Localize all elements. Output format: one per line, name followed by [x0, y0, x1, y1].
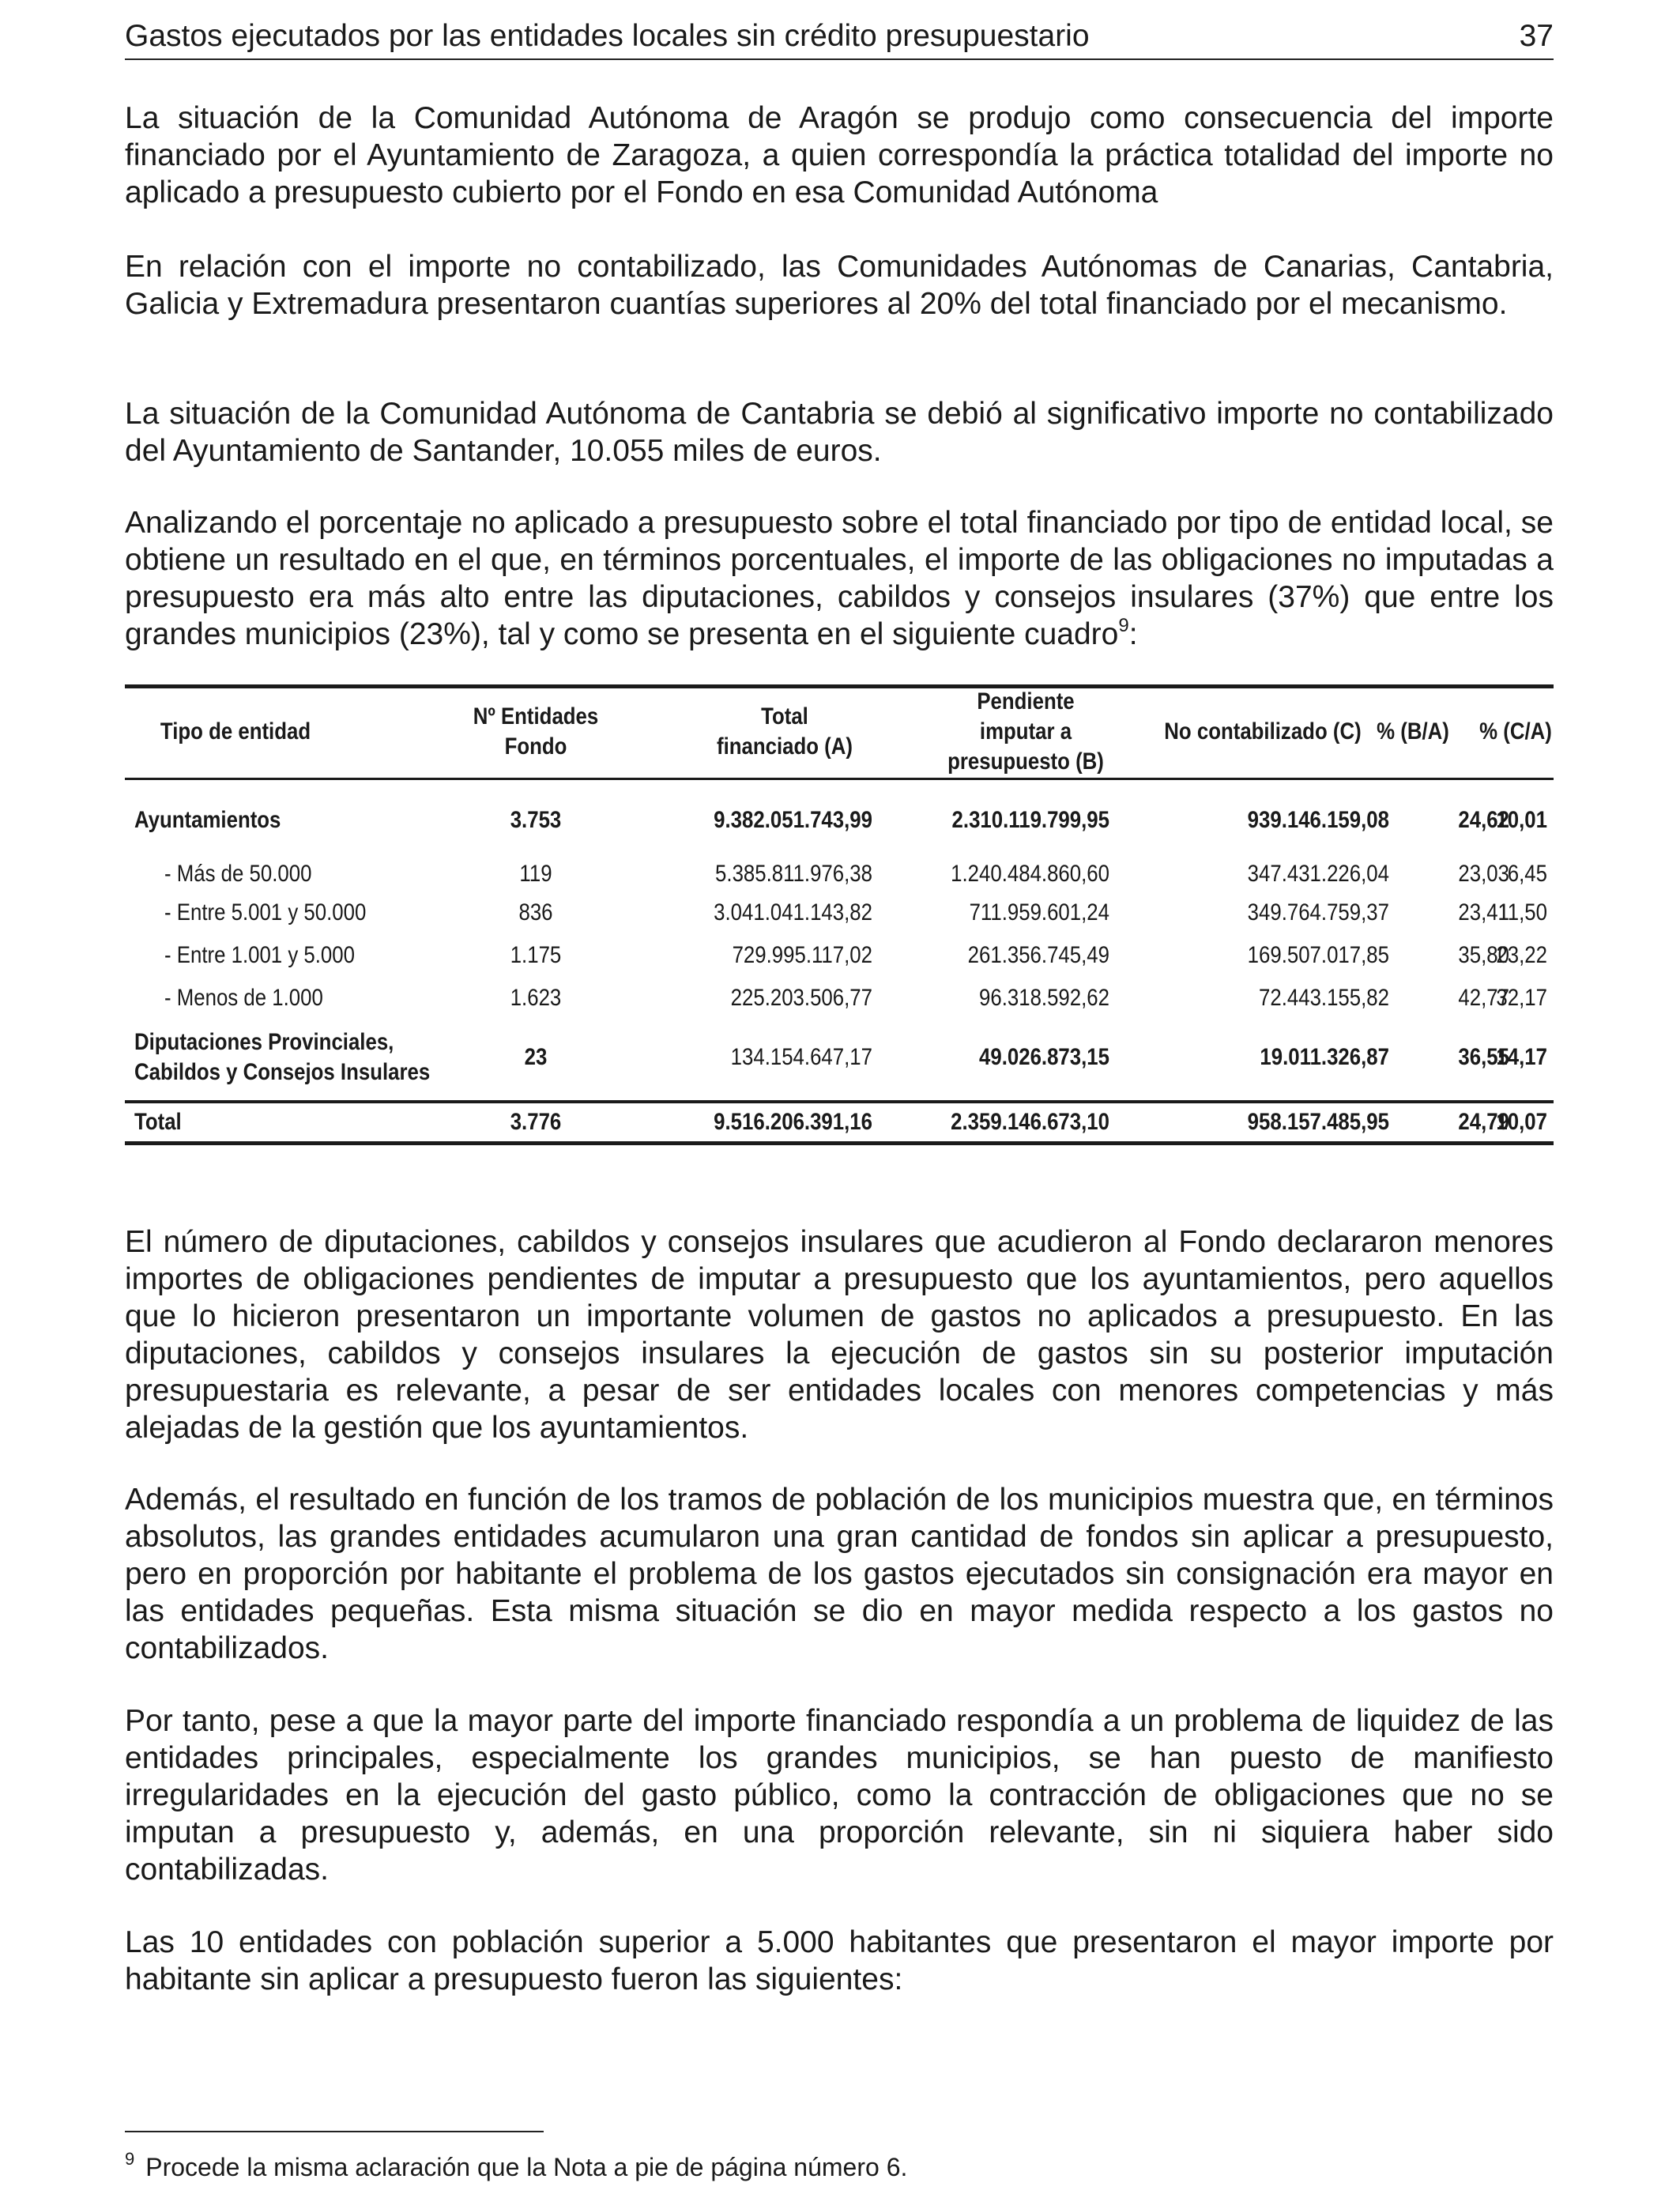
col-header-entidades-l1: Nº Entidades: [473, 703, 599, 729]
col-header-no-contabilizado: No contabilizado (C): [1164, 718, 1362, 745]
row-total: 9.382.051.743,99: [714, 807, 872, 833]
col-header-entidades-l2: Fondo: [504, 733, 567, 760]
row-entidades: 1.175: [510, 942, 562, 968]
row-total: 729.995.117,02: [732, 942, 872, 968]
row-no-contabilizado: 939.146.159,08: [1247, 807, 1389, 833]
row-label: - Entre 1.001 y 5.000: [164, 942, 355, 968]
row-total: 225.203.506,77: [730, 985, 872, 1011]
paragraph-2: En relación con el importe no contabilizado, las Comunidades Autónomas de Canarias, Cantabria, Galicia y Extremadura presentaron cuantías superiores al 20% del total financiado por el mecanismo.: [125, 250, 1554, 321]
row-total: 134.154.647,17: [730, 1044, 872, 1070]
row-pct-ba: 24,79: [1458, 1109, 1509, 1135]
row-total: 3.041.041.143,82: [714, 899, 872, 925]
paragraph-8: Las 10 entidades con población superior a 5.000 habitantes que presentaron el mayor importe por habitante sin aplicar a presupuesto fueron las siguientes:: [125, 1925, 1554, 1996]
col-header-pendiente-l2: imputar a: [979, 718, 1072, 745]
col-header-total-l2: financiado (A): [717, 733, 853, 760]
row-pendiente: 711.959.601,24: [969, 899, 1109, 925]
row-entidades: 119: [519, 861, 552, 887]
paragraph-4: [125, 504, 1554, 653]
table-bottom-rule: [125, 1141, 1554, 1145]
col-header-total-l1: Total: [761, 703, 808, 729]
row-entidades: 836: [518, 899, 553, 925]
row-pct-ca: 23,22: [1496, 942, 1547, 968]
col-header-pct-ca: % (C/A): [1479, 718, 1552, 745]
col-header-pendiente-l1: Pendiente: [977, 688, 1075, 714]
paragraph-1: La situación de la Comunidad Autónoma de Aragón se produjo como consecuencia del importe financiado por el Ayuntamiento de Zaragoza, a quien correspondía la práctica totalidad del importe no aplicado a presupuesto cubierto por el Fondo en esa Comunidad Autónoma: [125, 101, 1554, 209]
table-top-rule: [125, 684, 1554, 688]
row-entidades: 3.753: [510, 807, 562, 833]
row-pendiente: 1.240.484.860,60: [951, 861, 1109, 887]
row-pendiente: 49.026.873,15: [979, 1044, 1109, 1070]
page-number: 37: [1519, 19, 1554, 53]
row-entidades: 23: [524, 1044, 548, 1070]
row-label-line2: Cabildos y Consejos Insulares: [134, 1059, 431, 1085]
header-title: Gastos ejecutados por las entidades locales sin crédito presupuestario: [125, 19, 1090, 53]
row-pendiente: 2.359.146.673,10: [951, 1109, 1109, 1135]
paragraph-5: El número de diputaciones, cabildos y consejos insulares que acudieron al Fondo declararon menores importes de obligaciones pendientes de imputar a presupuesto que los ayuntamientos, pero aquellos que lo hicieron presentaron un importante volumen de gastos no aplicados a presupuesto. En las diputaciones, cabildos y consejos insulares la ejecución de gastos sin su posterior imputación presupuestaria es relevante, a pesar de ser entidades locales con menores competencias y más alejadas de la gestión que los ayuntamientos.: [125, 1225, 1554, 1445]
row-total: 5.385.811.976,38: [715, 861, 872, 887]
col-header-pendiente-l3: presupuesto (B): [947, 748, 1104, 775]
row-pendiente: 2.310.119.799,95: [951, 807, 1109, 833]
row-pct-ba: 36,55: [1458, 1044, 1509, 1070]
row-label: - Entre 5.001 y 50.000: [164, 899, 367, 925]
row-label: - Menos de 1.000: [164, 985, 323, 1011]
footnote-text: Procede la misma aclaración que la Nota a pie de página número 6.: [145, 2153, 908, 2181]
col-header-pct-ba: % (B/A): [1377, 718, 1449, 745]
footnote-reference: 9: [1118, 615, 1129, 636]
row-pendiente: 261.356.745,49: [967, 942, 1109, 968]
row-total: 9.516.206.391,16: [714, 1109, 872, 1135]
row-pct-ca: 10,07: [1496, 1109, 1547, 1135]
footnote: [125, 2143, 907, 2183]
table-header-rule: [125, 778, 1554, 780]
table-total-rule: [125, 1100, 1554, 1103]
row-entidades: 3.776: [510, 1109, 562, 1135]
row-no-contabilizado: 19.011.326,87: [1260, 1044, 1389, 1070]
row-pendiente: 96.318.592,62: [979, 985, 1109, 1011]
row-pct-ca: 11,50: [1497, 899, 1547, 925]
row-no-contabilizado: 349.764.759,37: [1247, 899, 1389, 925]
row-label: Ayuntamientos: [134, 807, 281, 833]
row-pct-ba: 42,77: [1458, 985, 1509, 1011]
row-pct-ba: 24,62: [1458, 807, 1509, 833]
row-label: Total: [134, 1109, 182, 1135]
row-no-contabilizado: 72.443.155,82: [1259, 985, 1389, 1011]
paragraph-6: Además, el resultado en función de los tramos de población de los municipios muestra que, en términos absolutos, las grandes entidades acumularon una gran cantidad de fondos sin aplicar a presupuesto, pero en proporción por habitante el problema de los gastos ejecutados sin consignación era mayor en las entidades pequeñas. Esta misma situación se dio en mayor medida respecto a los gastos no contabilizados.: [125, 1483, 1554, 1665]
row-pct-ca: 10,01: [1496, 807, 1547, 833]
row-no-contabilizado: 169.507.017,85: [1247, 942, 1389, 968]
row-pct-ca: 32,17: [1496, 985, 1547, 1011]
paragraph-7: Por tanto, pese a que la mayor parte del importe financiado respondía a un problema de liquidez de las entidades principales, especialmente los grandes municipios, se han puesto de manifiesto irregularidades en la ejecución del gasto público, como la contracción de obligaciones que no se imputan a presupuesto y, además, en una proporción relevante, sin ni siquiera haber sido contabilizadas.: [125, 1704, 1554, 1887]
row-pct-ca: 6,45: [1507, 861, 1547, 887]
col-header-tipo: Tipo de entidad: [160, 718, 311, 745]
row-label: - Más de 50.000: [164, 861, 312, 887]
running-header: [125, 14, 1554, 60]
row-pct-ba: 35,80: [1458, 942, 1509, 968]
paragraph-4-text: Analizando el porcentaje no aplicado a presupuesto sobre el total financiado por tipo de entidad local, se obtiene un resultado en el que, en términos porcentuales, el importe de las obligaciones no imputadas a presupuesto era más alto entre las diputaciones, cabildos y consejos insulares (37%) que entre los grandes municipios (23%), tal y como se presenta en el siguiente cuadro: [125, 506, 1554, 651]
row-no-contabilizado: 347.431.226,04: [1247, 861, 1389, 887]
footnote-mark: 9: [125, 2149, 135, 2169]
row-pct-ca: 14,17: [1496, 1044, 1547, 1070]
row-no-contabilizado: 958.157.485,95: [1247, 1109, 1389, 1135]
row-entidades: 1.623: [510, 985, 562, 1011]
footnote-rule: [125, 2131, 544, 2132]
row-pct-ba: 23,03: [1458, 861, 1509, 887]
row-label: Diputaciones Provinciales,: [134, 1029, 394, 1055]
paragraph-4-end: :: [1128, 617, 1138, 651]
paragraph-3: La situación de la Comunidad Autónoma de Cantabria se debió al significativo importe no contabilizado del Ayuntamiento de Santander, 10.055 miles de euros.: [125, 397, 1554, 468]
row-pct-ba: 23,41: [1458, 899, 1509, 925]
